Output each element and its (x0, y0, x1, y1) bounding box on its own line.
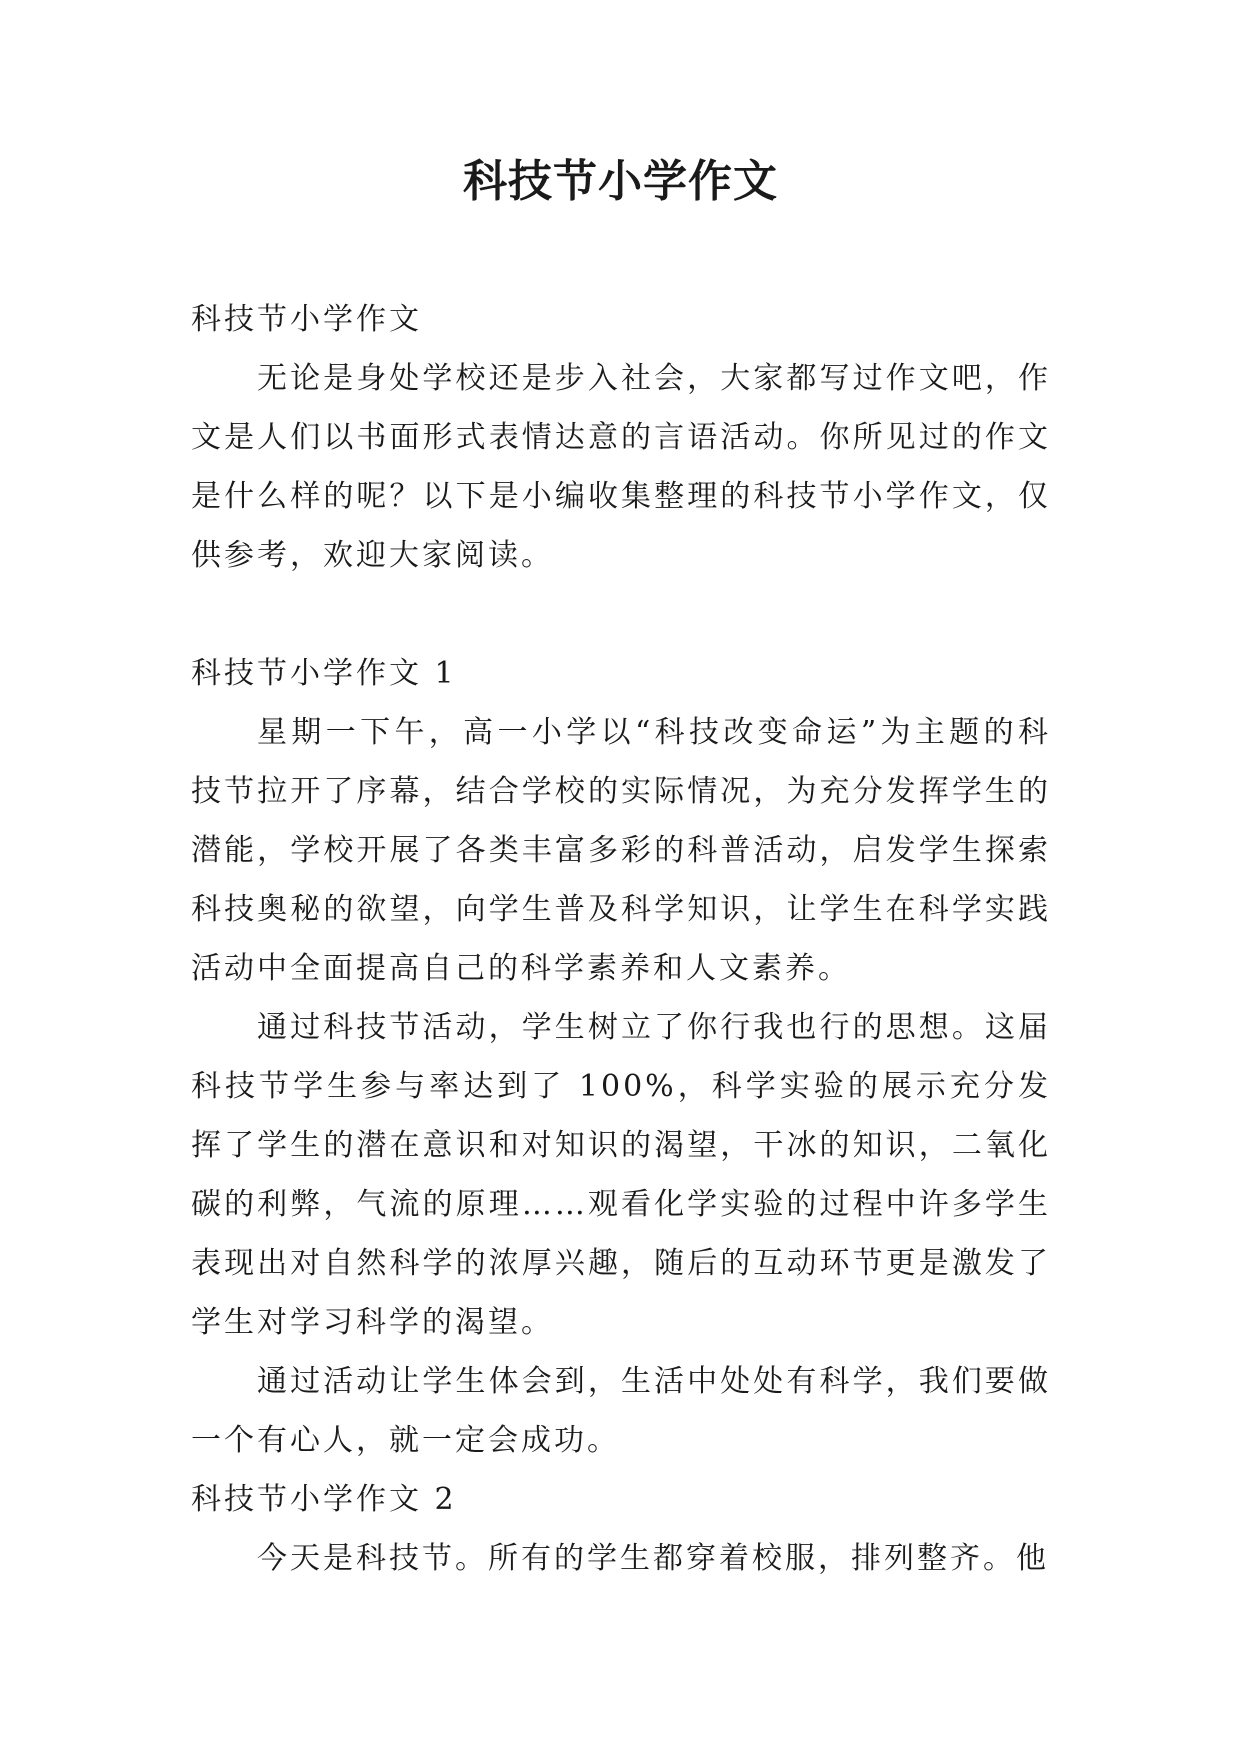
essay-2-paragraph: 今天是科技节。所有的学生都穿着校服，排列整齐。他 (257, 1541, 1049, 1576)
essay-1-paragraph: 通过活动让学生体会到，生活中处处有科学，我们要做一个有心人，就一定会成功。 (191, 1364, 1051, 1458)
document-body (191, 290, 1051, 1588)
document-title: 科技节小学作文 (463, 156, 778, 207)
essay-1-paragraph: 星期一下午，高一小学以“科技改变命运”为主题的科技节拉开了序幕，结合学校的实际情况，为充分发挥学生的潜能，学校开展了各类丰富多彩的科普活动，启发学生探索科技奥秘的欲望，向学生普及科学知识，让学生在科学实践活动中全面提高自己的科学素养和人文素养。 (191, 715, 1051, 986)
section-spacer (191, 585, 1051, 644)
essay-1-heading: 科技节小学作文 1 (191, 656, 457, 691)
essay-1-paragraph: 通过科技节活动，学生树立了你行我也行的思想。这届科技节学生参与率达到了 100%，科学实验的展示充分发挥了学生的潜在意识和对知识的渴望，干冰的知识，二氧化碳的利弊，气流的原理……观看化学实验的过程中许多学生表现出对自然科学的浓厚兴趣，随后的互动环节更是激发了学生对学习科学的渴望。 (191, 1010, 1051, 1340)
intro-paragraph: 无论是身处学校还是步入社会，大家都写过作文吧，作文是人们以书面形式表情达意的言语活动。你所见过的作文是什么样的呢？以下是小编收集整理的科技节小学作文，仅供参考，欢迎大家阅读。 (191, 361, 1051, 573)
intro-label: 科技节小学作文 (191, 302, 422, 337)
essay-2-heading: 科技节小学作文 2 (191, 1482, 457, 1517)
